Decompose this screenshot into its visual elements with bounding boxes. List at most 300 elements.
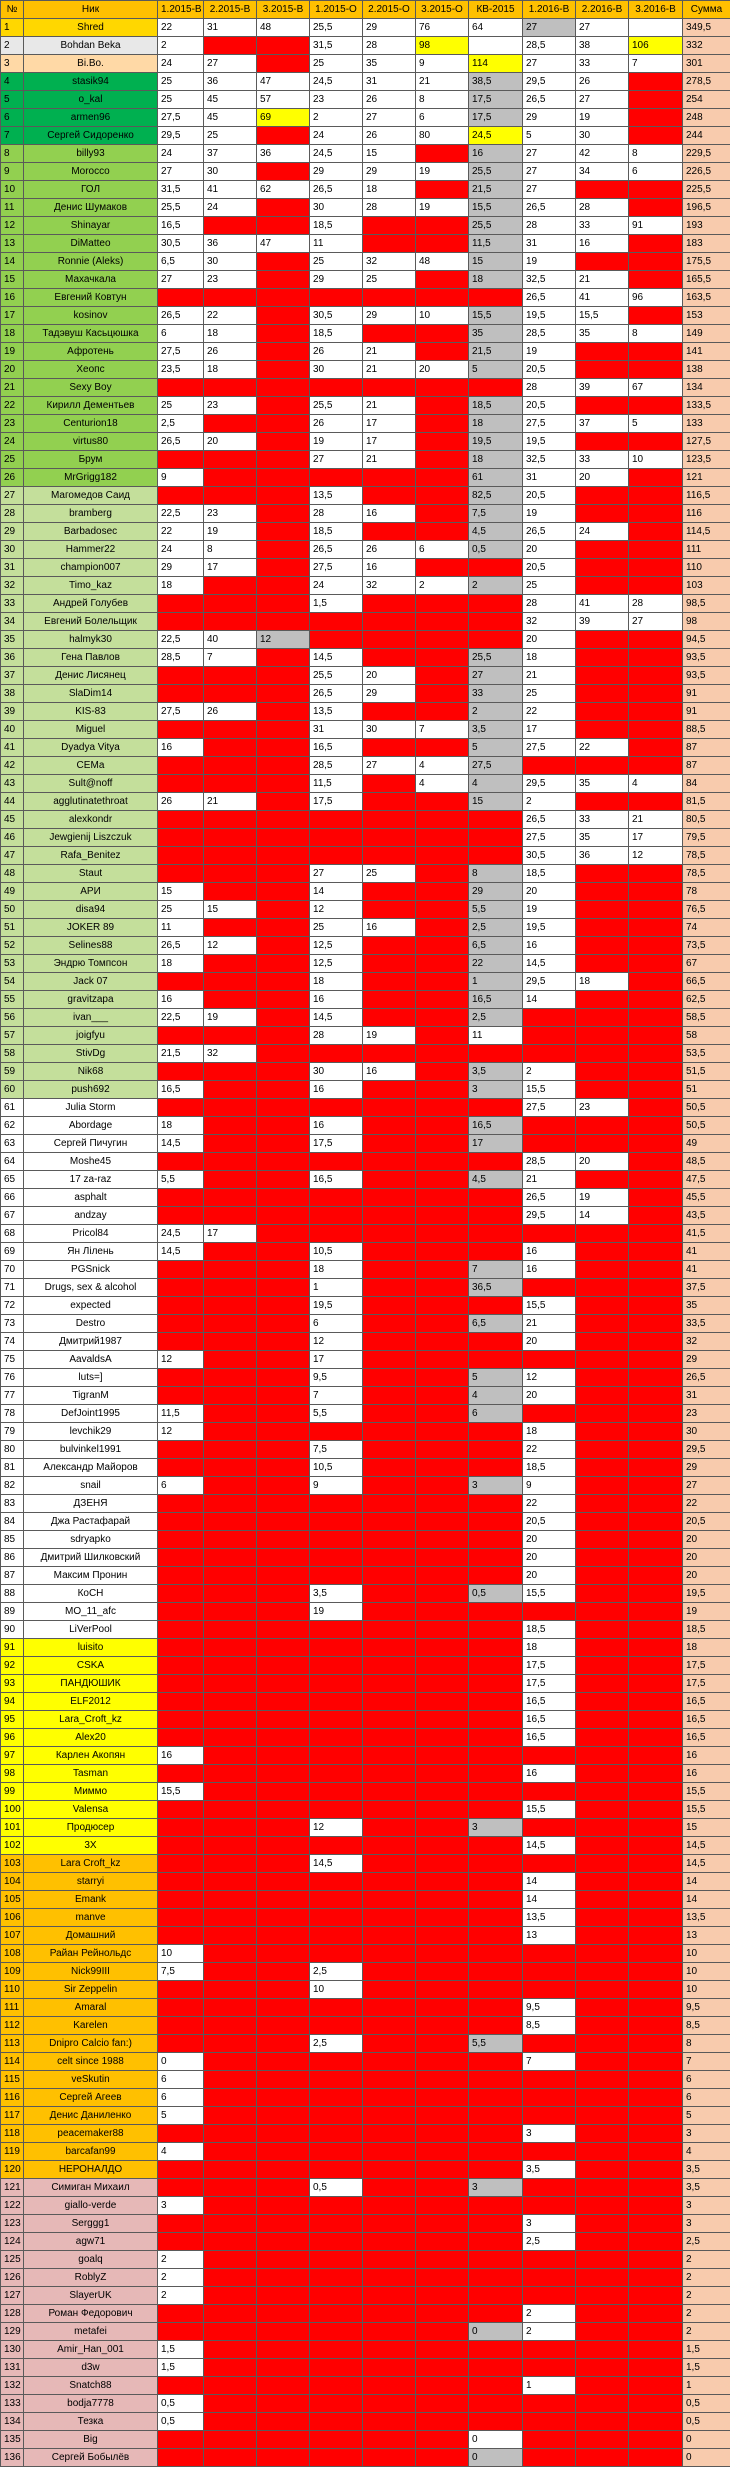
cell-rank: 82	[1, 1477, 24, 1495]
table-row[interactable]	[1, 1189, 730, 1207]
cell-total: 2,5	[683, 2233, 730, 2251]
table-row[interactable]	[1, 1477, 730, 1495]
cell-v3-2015-autumn	[416, 343, 469, 361]
table-row[interactable]	[1, 379, 730, 397]
table-row[interactable]	[1, 2143, 730, 2161]
cell-v3-2015-autumn	[416, 1261, 469, 1279]
table-row[interactable]	[1, 1135, 730, 1153]
table-row[interactable]	[1, 649, 730, 667]
header-2016-spring-3[interactable]: 3.2016-В	[629, 1, 683, 19]
cell-v3-2015-autumn	[416, 1603, 469, 1621]
table-row[interactable]	[1, 1153, 730, 1171]
cell-rank: 57	[1, 1027, 24, 1045]
cell-v2-2015-autumn	[363, 1459, 416, 1477]
header-kv-2015[interactable]: КВ-2015	[469, 1, 523, 19]
cell-total: 78,5	[683, 847, 730, 865]
cell-v3-2016-spring: 6	[629, 163, 683, 181]
table-row[interactable]	[1, 847, 730, 865]
cell-nick: ELF2012	[24, 1693, 158, 1711]
cell-v3-2015-autumn	[416, 1765, 469, 1783]
cell-nick: peacemaker88	[24, 2125, 158, 2143]
table-row[interactable]	[1, 1027, 730, 1045]
cell-v2-2016-spring	[576, 1945, 629, 1963]
table-row[interactable]	[1, 1981, 730, 1999]
cell-v1-2016-spring: 21	[523, 1171, 576, 1189]
cell-v2-2015-autumn	[363, 2287, 416, 2305]
table-row[interactable]	[1, 487, 730, 505]
cell-kv-2015	[469, 1783, 523, 1801]
cell-v2-2016-spring	[576, 667, 629, 685]
cell-rank: 126	[1, 2269, 24, 2287]
cell-nick: ПАНДЮШИК	[24, 1675, 158, 1693]
table-row[interactable]	[1, 361, 730, 379]
table-row[interactable]	[1, 37, 730, 55]
table-row[interactable]	[1, 937, 730, 955]
table-row[interactable]	[1, 1603, 730, 1621]
table-row[interactable]	[1, 1783, 730, 1801]
table-row[interactable]	[1, 1585, 730, 1603]
cell-v2-2016-spring	[576, 1117, 629, 1135]
cell-v1-2015-spring: 10	[158, 1945, 204, 1963]
cell-v1-2016-spring: 3	[523, 2215, 576, 2233]
table-row[interactable]	[1, 1441, 730, 1459]
table-row[interactable]	[1, 2251, 730, 2269]
cell-total: 141	[683, 343, 730, 361]
table-row[interactable]	[1, 865, 730, 883]
cell-v1-2016-spring: 31	[523, 235, 576, 253]
table-row[interactable]	[1, 2269, 730, 2287]
cell-v3-2016-spring	[629, 1171, 683, 1189]
cell-v1-2015-autumn	[310, 1891, 363, 1909]
table-row[interactable]	[1, 1009, 730, 1027]
cell-v1-2016-spring	[523, 1945, 576, 1963]
cell-v2-2015-autumn	[363, 2395, 416, 2413]
table-row[interactable]	[1, 703, 730, 721]
table-row[interactable]	[1, 2449, 730, 2467]
cell-v1-2016-spring	[523, 1819, 576, 1837]
cell-nick: stasik94	[24, 73, 158, 91]
table-row[interactable]	[1, 2359, 730, 2377]
cell-rank: 76	[1, 1369, 24, 1387]
cell-rank: 107	[1, 1927, 24, 1945]
table-row[interactable]	[1, 2053, 730, 2071]
cell-kv-2015: 8	[469, 865, 523, 883]
table-row[interactable]	[1, 1837, 730, 1855]
cell-v1-2016-spring: 22	[523, 1441, 576, 1459]
cell-kv-2015	[469, 1207, 523, 1225]
cell-v2-2016-spring: 38	[576, 37, 629, 55]
cell-v1-2016-spring: 18,5	[523, 1459, 576, 1477]
cell-v3-2016-spring	[629, 1081, 683, 1099]
table-row[interactable]	[1, 559, 730, 577]
table-row[interactable]	[1, 1927, 730, 1945]
table-row[interactable]	[1, 685, 730, 703]
cell-v1-2016-spring	[523, 1351, 576, 1369]
table-row[interactable]	[1, 2431, 730, 2449]
cell-v3-2015-autumn	[416, 649, 469, 667]
table-row[interactable]	[1, 2017, 730, 2035]
cell-v3-2015-autumn: 20	[416, 361, 469, 379]
cell-v1-2015-autumn: 2,5	[310, 1963, 363, 1981]
cell-v3-2015-spring	[257, 829, 310, 847]
cell-v3-2015-spring	[257, 1207, 310, 1225]
cell-v1-2016-spring: 20	[523, 1387, 576, 1405]
table-row[interactable]	[1, 1639, 730, 1657]
table-row[interactable]	[1, 397, 730, 415]
cell-rank: 117	[1, 2107, 24, 2125]
cell-rank: 74	[1, 1333, 24, 1351]
table-row[interactable]	[1, 1657, 730, 1675]
cell-v2-2016-spring	[576, 2161, 629, 2179]
cell-v2-2015-autumn	[363, 811, 416, 829]
table-row[interactable]	[1, 1081, 730, 1099]
table-row[interactable]	[1, 1405, 730, 1423]
table-row[interactable]	[1, 2161, 730, 2179]
table-row[interactable]	[1, 343, 730, 361]
cell-v1-2016-spring	[523, 757, 576, 775]
table-row[interactable]	[1, 1225, 730, 1243]
cell-v2-2015-spring: 24	[204, 199, 257, 217]
table-row[interactable]	[1, 2179, 730, 2197]
cell-v3-2016-spring	[629, 1099, 683, 1117]
header-row	[1, 1, 730, 19]
table-row[interactable]	[1, 1495, 730, 1513]
table-row[interactable]	[1, 1729, 730, 1747]
cell-v2-2015-autumn	[363, 1801, 416, 1819]
cell-v3-2015-spring	[257, 1459, 310, 1477]
table-row[interactable]	[1, 1171, 730, 1189]
table-row[interactable]	[1, 1531, 730, 1549]
cell-v1-2015-autumn: 10,5	[310, 1243, 363, 1261]
table-row[interactable]	[1, 1711, 730, 1729]
table-row[interactable]	[1, 1333, 730, 1351]
cell-v2-2015-autumn	[363, 2413, 416, 2431]
cell-v1-2015-spring: 6	[158, 1477, 204, 1495]
header-2016-spring-2[interactable]: 2.2016-В	[576, 1, 629, 19]
table-row[interactable]	[1, 1621, 730, 1639]
cell-total: 226,5	[683, 163, 730, 181]
table-row[interactable]	[1, 1261, 730, 1279]
cell-v1-2015-spring	[158, 865, 204, 883]
table-row[interactable]	[1, 1207, 730, 1225]
cell-total: 301	[683, 55, 730, 73]
cell-v1-2015-autumn	[310, 811, 363, 829]
cell-v3-2016-spring: 27	[629, 613, 683, 631]
header-nick[interactable]: Ник	[24, 1, 158, 19]
table-row[interactable]	[1, 1765, 730, 1783]
table-row[interactable]	[1, 2287, 730, 2305]
table-row[interactable]	[1, 55, 730, 73]
table-row[interactable]	[1, 505, 730, 523]
table-row[interactable]	[1, 1747, 730, 1765]
header-2015-spring-2[interactable]: 2.2015-В	[204, 1, 257, 19]
cell-v3-2015-autumn	[416, 2215, 469, 2233]
cell-v3-2015-spring	[257, 1711, 310, 1729]
cell-v1-2016-spring: 9,5	[523, 1999, 576, 2017]
cell-v3-2016-spring	[629, 1153, 683, 1171]
cell-nick: Selines88	[24, 937, 158, 955]
cell-v1-2015-autumn: 7,5	[310, 1441, 363, 1459]
cell-v2-2016-spring	[576, 703, 629, 721]
table-row[interactable]	[1, 595, 730, 613]
cell-v3-2015-spring	[257, 271, 310, 289]
table-row[interactable]	[1, 955, 730, 973]
table-row[interactable]	[1, 1801, 730, 1819]
table-row[interactable]	[1, 2305, 730, 2323]
table-row[interactable]	[1, 253, 730, 271]
table-row[interactable]	[1, 1567, 730, 1585]
cell-v3-2015-spring	[257, 1729, 310, 1747]
cell-v3-2016-spring: 67	[629, 379, 683, 397]
table-row[interactable]	[1, 1945, 730, 1963]
table-row[interactable]	[1, 1423, 730, 1441]
table-row[interactable]	[1, 1855, 730, 1873]
cell-v3-2016-spring	[629, 2395, 683, 2413]
table-row[interactable]	[1, 2233, 730, 2251]
cell-total: 14	[683, 1873, 730, 1891]
table-row[interactable]	[1, 73, 730, 91]
cell-v1-2016-spring: 16	[523, 1765, 576, 1783]
table-row[interactable]	[1, 1279, 730, 1297]
table-row[interactable]	[1, 2413, 730, 2431]
table-row[interactable]	[1, 91, 730, 109]
table-row[interactable]	[1, 811, 730, 829]
table-row[interactable]	[1, 1891, 730, 1909]
cell-v3-2015-spring	[257, 559, 310, 577]
table-row[interactable]	[1, 415, 730, 433]
table-row[interactable]	[1, 1099, 730, 1117]
cell-v3-2015-spring	[257, 1531, 310, 1549]
table-row[interactable]	[1, 2377, 730, 2395]
table-row[interactable]	[1, 307, 730, 325]
table-row[interactable]	[1, 1513, 730, 1531]
table-row[interactable]	[1, 1693, 730, 1711]
table-row[interactable]	[1, 631, 730, 649]
table-row[interactable]	[1, 1459, 730, 1477]
table-row[interactable]	[1, 2215, 730, 2233]
table-row[interactable]	[1, 1369, 730, 1387]
cell-v1-2016-spring	[523, 1981, 576, 1999]
cell-v2-2015-spring	[204, 1441, 257, 1459]
cell-v2-2015-spring	[204, 1621, 257, 1639]
cell-kv-2015	[469, 1621, 523, 1639]
cell-v1-2015-autumn: 1,5	[310, 595, 363, 613]
cell-v1-2015-autumn: 16	[310, 1117, 363, 1135]
cell-kv-2015	[469, 595, 523, 613]
cell-v2-2015-autumn	[363, 2215, 416, 2233]
header-2015-autumn-2[interactable]: 2.2015-О	[363, 1, 416, 19]
table-row[interactable]	[1, 1351, 730, 1369]
cell-v2-2015-autumn: 17	[363, 415, 416, 433]
table-row[interactable]	[1, 451, 730, 469]
cell-v2-2015-autumn	[363, 829, 416, 847]
table-row[interactable]	[1, 289, 730, 307]
table-row[interactable]	[1, 883, 730, 901]
table-row[interactable]	[1, 2107, 730, 2125]
table-row[interactable]	[1, 271, 730, 289]
table-row[interactable]	[1, 667, 730, 685]
table-row[interactable]	[1, 19, 730, 37]
cell-v2-2016-spring	[576, 1567, 629, 1585]
cell-v2-2015-autumn	[363, 1099, 416, 1117]
cell-v1-2015-spring: 25	[158, 901, 204, 919]
cell-v2-2015-spring	[204, 1981, 257, 1999]
cell-v3-2015-spring	[257, 973, 310, 991]
cell-v2-2015-spring	[204, 1405, 257, 1423]
table-row[interactable]	[1, 757, 730, 775]
table-row[interactable]	[1, 1675, 730, 1693]
table-row[interactable]	[1, 973, 730, 991]
table-row[interactable]	[1, 1963, 730, 1981]
header-2015-spring-3[interactable]: 3.2015-В	[257, 1, 310, 19]
cell-v2-2015-spring	[204, 1135, 257, 1153]
table-row[interactable]	[1, 991, 730, 1009]
header-total[interactable]: Сумма	[683, 1, 730, 19]
cell-v1-2015-spring: 2,5	[158, 415, 204, 433]
table-row[interactable]	[1, 109, 730, 127]
header-2016-spring-1[interactable]: 1.2016-В	[523, 1, 576, 19]
cell-rank: 35	[1, 631, 24, 649]
table-row[interactable]	[1, 919, 730, 937]
cell-v2-2016-spring	[576, 541, 629, 559]
cell-rank: 96	[1, 1729, 24, 1747]
cell-v2-2016-spring	[576, 919, 629, 937]
cell-v3-2015-autumn: 2	[416, 577, 469, 595]
table-row[interactable]	[1, 1117, 730, 1135]
table-row[interactable]	[1, 2125, 730, 2143]
table-row[interactable]	[1, 541, 730, 559]
cell-kv-2015	[469, 1189, 523, 1207]
table-row[interactable]	[1, 613, 730, 631]
cell-v3-2015-autumn	[416, 2161, 469, 2179]
table-row[interactable]	[1, 775, 730, 793]
cell-v3-2016-spring	[629, 1747, 683, 1765]
cell-kv-2015: 3	[469, 1819, 523, 1837]
table-row[interactable]	[1, 1873, 730, 1891]
cell-rank: 8	[1, 145, 24, 163]
cell-v2-2016-spring	[576, 1441, 629, 1459]
cell-v3-2015-spring	[257, 1135, 310, 1153]
table-row[interactable]	[1, 181, 730, 199]
table-row[interactable]	[1, 1909, 730, 1927]
table-row[interactable]	[1, 1063, 730, 1081]
cell-nick: veSkutin	[24, 2071, 158, 2089]
table-row[interactable]	[1, 577, 730, 595]
table-row[interactable]	[1, 469, 730, 487]
cell-v2-2015-autumn: 19	[363, 1027, 416, 1045]
cell-v1-2015-autumn	[310, 2053, 363, 2071]
cell-v3-2016-spring	[629, 73, 683, 91]
table-row[interactable]	[1, 901, 730, 919]
table-row[interactable]	[1, 199, 730, 217]
table-row[interactable]	[1, 1243, 730, 1261]
cell-v1-2015-autumn	[310, 2143, 363, 2161]
cell-v1-2015-autumn: 1	[310, 1279, 363, 1297]
cell-v3-2016-spring	[629, 343, 683, 361]
table-row[interactable]	[1, 1297, 730, 1315]
cell-kv-2015	[469, 1927, 523, 1945]
cell-v2-2016-spring	[576, 1765, 629, 1783]
table-row[interactable]	[1, 1999, 730, 2017]
table-row[interactable]	[1, 721, 730, 739]
cell-v2-2016-spring: 39	[576, 379, 629, 397]
table-row[interactable]	[1, 739, 730, 757]
header-2015-autumn-3[interactable]: 3.2015-О	[416, 1, 469, 19]
table-row[interactable]	[1, 325, 730, 343]
cell-v1-2016-spring: 29,5	[523, 973, 576, 991]
table-row[interactable]	[1, 163, 730, 181]
cell-v3-2015-autumn	[416, 2305, 469, 2323]
cell-rank: 27	[1, 487, 24, 505]
cell-v1-2016-spring: 20	[523, 1549, 576, 1567]
table-row[interactable]	[1, 2197, 730, 2215]
cell-v1-2015-spring	[158, 2323, 204, 2341]
cell-v2-2015-autumn	[363, 631, 416, 649]
cell-v1-2015-autumn: 12	[310, 1333, 363, 1351]
cell-v3-2015-autumn	[416, 1513, 469, 1531]
table-row[interactable]	[1, 433, 730, 451]
cell-v1-2015-spring: 15	[158, 883, 204, 901]
table-row[interactable]	[1, 1315, 730, 1333]
cell-v3-2016-spring: 8	[629, 145, 683, 163]
table-row[interactable]	[1, 1387, 730, 1405]
table-row[interactable]	[1, 829, 730, 847]
table-row[interactable]	[1, 2089, 730, 2107]
cell-v3-2016-spring	[629, 1261, 683, 1279]
cell-v3-2016-spring	[629, 1369, 683, 1387]
cell-v3-2015-autumn	[416, 1441, 469, 1459]
table-row[interactable]	[1, 793, 730, 811]
table-row[interactable]	[1, 2035, 730, 2053]
cell-nick: Андрей Голубев	[24, 595, 158, 613]
table-row[interactable]	[1, 127, 730, 145]
cell-v2-2015-autumn: 32	[363, 577, 416, 595]
table-row[interactable]	[1, 2395, 730, 2413]
cell-nick: levchik29	[24, 1423, 158, 1441]
header-number[interactable]: №	[1, 1, 24, 19]
cell-v2-2015-spring	[204, 2089, 257, 2107]
cell-v1-2015-spring: 24	[158, 541, 204, 559]
cell-v2-2015-spring	[204, 1315, 257, 1333]
table-row[interactable]	[1, 235, 730, 253]
cell-v1-2015-autumn: 14,5	[310, 1009, 363, 1027]
table-row[interactable]	[1, 2341, 730, 2359]
cell-v2-2015-spring	[204, 1891, 257, 1909]
cell-v1-2015-spring: 22,5	[158, 631, 204, 649]
table-row[interactable]	[1, 217, 730, 235]
cell-v3-2015-autumn	[416, 1477, 469, 1495]
cell-v1-2015-autumn	[310, 1693, 363, 1711]
cell-v2-2015-autumn	[363, 469, 416, 487]
table-row[interactable]	[1, 1819, 730, 1837]
cell-v3-2015-spring	[257, 1927, 310, 1945]
table-row[interactable]	[1, 1549, 730, 1567]
table-row[interactable]	[1, 1045, 730, 1063]
cell-v3-2015-spring	[257, 1549, 310, 1567]
cell-nick: snail	[24, 1477, 158, 1495]
header-2015-spring-1[interactable]: 1.2015-В	[158, 1, 204, 19]
cell-v1-2015-autumn: 13,5	[310, 703, 363, 721]
cell-v1-2015-spring: 6	[158, 2071, 204, 2089]
table-row[interactable]	[1, 2323, 730, 2341]
table-row[interactable]	[1, 523, 730, 541]
cell-rank: 73	[1, 1315, 24, 1333]
header-2015-autumn-1[interactable]: 1.2015-О	[310, 1, 363, 19]
table-row[interactable]	[1, 145, 730, 163]
cell-nick: andzay	[24, 1207, 158, 1225]
cell-nick: Денис Шумаков	[24, 199, 158, 217]
table-row[interactable]	[1, 2071, 730, 2089]
